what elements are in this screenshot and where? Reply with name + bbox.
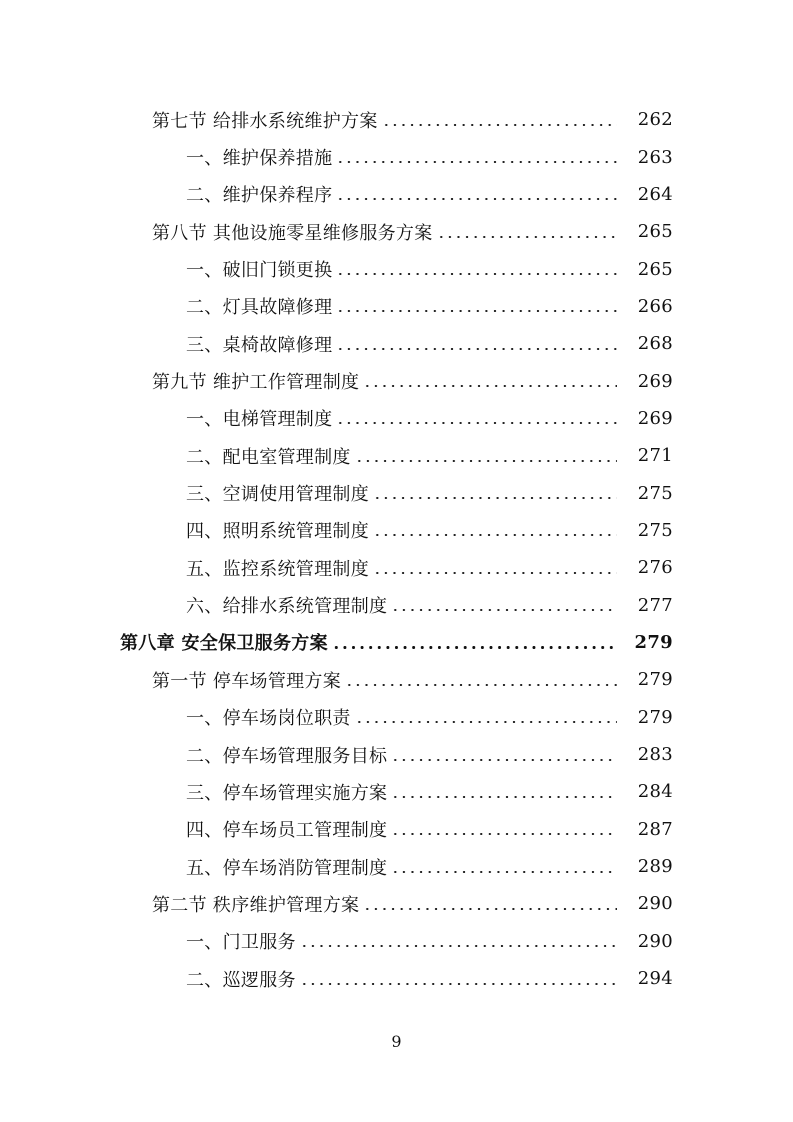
- toc-entry-title: 第一节 停车场管理方案: [152, 670, 342, 692]
- toc-entry-item[interactable]: [0, 586, 793, 623]
- toc-entry-page: 269: [637, 407, 673, 429]
- toc-entry-item[interactable]: [0, 960, 793, 997]
- toc-entry-item[interactable]: [0, 400, 793, 437]
- toc-entry-title: 五、停车场消防管理制度: [186, 857, 388, 879]
- toc-entry-item[interactable]: [0, 325, 793, 362]
- dot-leader: [336, 348, 617, 350]
- dot-leader: [336, 422, 617, 424]
- dot-leader: [391, 796, 617, 798]
- dot-leader: [363, 385, 617, 387]
- toc-entry-page: 276: [637, 557, 673, 579]
- toc-entry-page: 266: [637, 295, 673, 317]
- toc-entry-title: 第八章 安全保卫服务方案: [120, 633, 328, 655]
- toc-entry-section[interactable]: [0, 885, 793, 922]
- toc-entry-page: 279: [637, 706, 673, 728]
- toc-entry-title: 第七节 给排水系统维护方案: [152, 110, 378, 132]
- toc-entry-page: 279: [634, 631, 673, 653]
- toc-entry-page: 268: [637, 333, 673, 355]
- dot-leader: [355, 460, 617, 462]
- dot-leader: [332, 646, 617, 649]
- toc-entry-item[interactable]: [0, 288, 793, 325]
- toc-entry-page: 269: [637, 370, 673, 392]
- dot-leader: [391, 609, 617, 611]
- toc-entry-page: 287: [637, 818, 673, 840]
- toc-entry-page: 264: [637, 183, 673, 205]
- dot-leader: [355, 721, 617, 723]
- dot-leader: [391, 833, 617, 835]
- table-of-contents: [0, 101, 793, 997]
- toc-entry-page: 279: [637, 669, 673, 691]
- toc-entry-title: 第八节 其他设施零星维修服务方案: [152, 222, 433, 244]
- toc-entry-page: 290: [637, 893, 673, 915]
- dot-leader: [300, 945, 617, 947]
- dot-leader: [437, 236, 617, 238]
- toc-entry-item[interactable]: [0, 736, 793, 773]
- toc-entry-page: 289: [637, 856, 673, 878]
- toc-entry-title: 四、照明系统管理制度: [186, 521, 369, 543]
- toc-entry-item[interactable]: [0, 437, 793, 474]
- dot-leader: [373, 572, 617, 574]
- toc-entry-title: 三、空调使用管理制度: [186, 484, 369, 506]
- toc-entry-title: 二、配电室管理制度: [186, 446, 351, 468]
- toc-entry-title: 三、桌椅故障修理: [186, 334, 333, 356]
- toc-entry-title: 一、维护保养措施: [186, 148, 333, 170]
- toc-entry-item[interactable]: [0, 811, 793, 848]
- toc-entry-page: 290: [637, 930, 673, 952]
- dot-leader: [391, 759, 617, 761]
- toc-entry-title: 二、灯具故障修理: [186, 297, 333, 319]
- toc-entry-page: 275: [637, 482, 673, 504]
- toc-entry-item[interactable]: [0, 250, 793, 287]
- toc-entry-page: 275: [637, 519, 673, 541]
- toc-entry-title: 五、监控系统管理制度: [186, 558, 369, 580]
- toc-entry-page: 271: [637, 445, 673, 467]
- toc-entry-item[interactable]: [0, 474, 793, 511]
- dot-leader: [391, 871, 617, 873]
- toc-entry-title: 第九节 维护工作管理制度: [152, 372, 360, 394]
- toc-entry-item[interactable]: [0, 923, 793, 960]
- dot-leader: [373, 497, 617, 499]
- toc-entry-title: 二、巡逻服务: [186, 969, 296, 991]
- toc-entry-section[interactable]: [0, 362, 793, 399]
- toc-entry-page: 265: [637, 221, 673, 243]
- toc-entry-page: 294: [637, 968, 673, 990]
- toc-entry-page: 263: [637, 146, 673, 168]
- toc-entry-section[interactable]: [0, 213, 793, 250]
- toc-entry-item[interactable]: [0, 176, 793, 213]
- toc-entry-item[interactable]: [0, 512, 793, 549]
- toc-entry-item[interactable]: [0, 549, 793, 586]
- toc-entry-item[interactable]: [0, 773, 793, 810]
- toc-entry-chapter[interactable]: [0, 624, 793, 661]
- toc-entry-page: 277: [637, 594, 673, 616]
- toc-entry-item[interactable]: [0, 138, 793, 175]
- dot-leader: [336, 161, 617, 163]
- dot-leader: [336, 273, 617, 275]
- toc-entry-title: 一、破旧门锁更换: [186, 260, 333, 282]
- page-number: 9: [391, 1032, 402, 1051]
- toc-entry-item[interactable]: [0, 848, 793, 885]
- toc-entry-title: 一、门卫服务: [186, 932, 296, 954]
- dot-leader: [336, 310, 617, 312]
- dot-leader: [345, 684, 617, 686]
- toc-entry-title: 六、给排水系统管理制度: [186, 596, 388, 618]
- dot-leader: [363, 908, 617, 910]
- toc-entry-page: 284: [637, 781, 673, 803]
- dot-leader: [336, 198, 617, 200]
- toc-entry-title: 一、停车场岗位职责: [186, 708, 351, 730]
- toc-entry-page: 262: [637, 109, 673, 131]
- toc-entry-page: 283: [637, 744, 673, 766]
- toc-entry-item[interactable]: [0, 699, 793, 736]
- toc-entry-title: 三、停车场管理实施方案: [186, 782, 388, 804]
- toc-entry-page: 265: [637, 258, 673, 280]
- toc-entry-section[interactable]: [0, 661, 793, 698]
- toc-entry-section[interactable]: [0, 101, 793, 138]
- dot-leader: [300, 983, 617, 985]
- dot-leader: [382, 124, 617, 126]
- toc-entry-title: 一、电梯管理制度: [186, 409, 333, 431]
- toc-entry-title: 二、维护保养程序: [186, 185, 333, 207]
- toc-entry-title: 二、停车场管理服务目标: [186, 745, 388, 767]
- dot-leader: [373, 534, 617, 536]
- toc-entry-title: 四、停车场员工管理制度: [186, 820, 388, 842]
- toc-entry-title: 第二节 秩序维护管理方案: [152, 894, 360, 916]
